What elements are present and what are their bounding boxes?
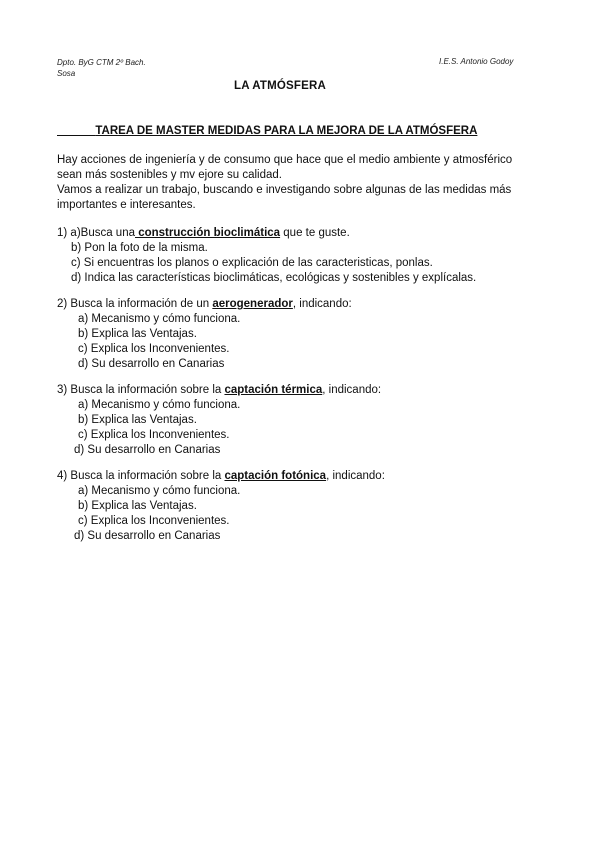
task-title — [57, 125, 477, 137]
question-2-item-d: d) Su desarrollo en Canarias — [78, 358, 225, 370]
intro-line: Hay acciones de ingeniería y de consumo que hace que el medio ambiente y atmosférico — [57, 154, 513, 166]
question-2-suffix: , indicando: — [292, 298, 352, 310]
question-4-item-b: b) Explica las Ventajas. — [78, 500, 197, 512]
question-3-lead — [57, 383, 381, 398]
question-3-prefix: 3) Busca la información sobre la — [57, 384, 225, 396]
intro-paragraph — [57, 153, 547, 213]
question-3-suffix: , indicando: — [322, 384, 382, 396]
question-4 — [57, 469, 385, 544]
question-1 — [57, 226, 476, 286]
question-2-item-a: a) Mecanismo y cómo funciona. — [78, 313, 241, 325]
question-3-item-b: b) Explica las Ventajas. — [78, 414, 197, 426]
question-4-keyword: captación fotónica — [224, 470, 327, 482]
question-3-item-d: d) Su desarrollo en Canarias — [74, 444, 221, 456]
question-3 — [57, 383, 381, 458]
question-2-item-b: b) Explica las Ventajas. — [78, 328, 197, 340]
intro-line: sean más sostenibles y mv ejore su calidad. — [57, 169, 282, 181]
question-4-suffix: , indicando: — [326, 470, 385, 482]
question-2-item-c: c) Explica los Inconvenientes. — [78, 343, 230, 355]
question-2 — [57, 297, 352, 372]
question-1-prefix: 1) a)Busca una — [57, 227, 135, 239]
intro-line: Vamos a realizar un trabajo, buscando e investigando sobre algunas de las medidas más — [57, 184, 512, 196]
header-author: Sosa — [57, 69, 76, 78]
header-school: I.E.S. Antonio Godoy — [439, 57, 514, 66]
question-3-item-c: c) Explica los Inconvenientes. — [78, 429, 230, 441]
question-4-prefix: 4) Busca la información sobre la — [57, 470, 225, 482]
question-1-keyword: construcción bioclimática — [135, 227, 281, 239]
question-4-item-c: c) Explica los Inconvenientes. — [78, 515, 230, 527]
page-title: LA ATMÓSFERA — [233, 80, 327, 92]
question-2-lead — [57, 297, 352, 312]
question-2-keyword: aerogenerador — [212, 298, 293, 310]
question-3-item-a: a) Mecanismo y cómo funciona. — [78, 399, 241, 411]
question-1-item-b: b) Pon la foto de la misma. — [71, 242, 208, 254]
question-4-item-a: a) Mecanismo y cómo funciona. — [78, 485, 241, 497]
question-1-item-c: c) Si encuentras los planos o explicación de las caracteristicas, ponlas. — [71, 257, 433, 269]
intro-line: importantes e interesantes. — [57, 199, 196, 211]
header-department: Dpto. ByG CTM 2º Bach. — [57, 58, 146, 67]
question-1-lead — [57, 226, 476, 241]
question-4-item-d: d) Su desarrollo en Canarias — [74, 530, 221, 542]
header-left — [57, 57, 146, 79]
task-title-text: TAREA DE MASTER MEDIDAS PARA LA MEJORA DE LA ATMÓSFERA — [95, 125, 478, 137]
question-3-keyword: captación térmica — [224, 384, 323, 396]
question-2-prefix: 2) Busca la información de un — [57, 298, 213, 310]
question-4-lead — [57, 469, 385, 484]
question-1-suffix: que te guste. — [280, 227, 350, 239]
question-1-item-d: d) Indica las características bioclimáticas, ecológicas y sostenibles y explícalas. — [71, 272, 477, 284]
